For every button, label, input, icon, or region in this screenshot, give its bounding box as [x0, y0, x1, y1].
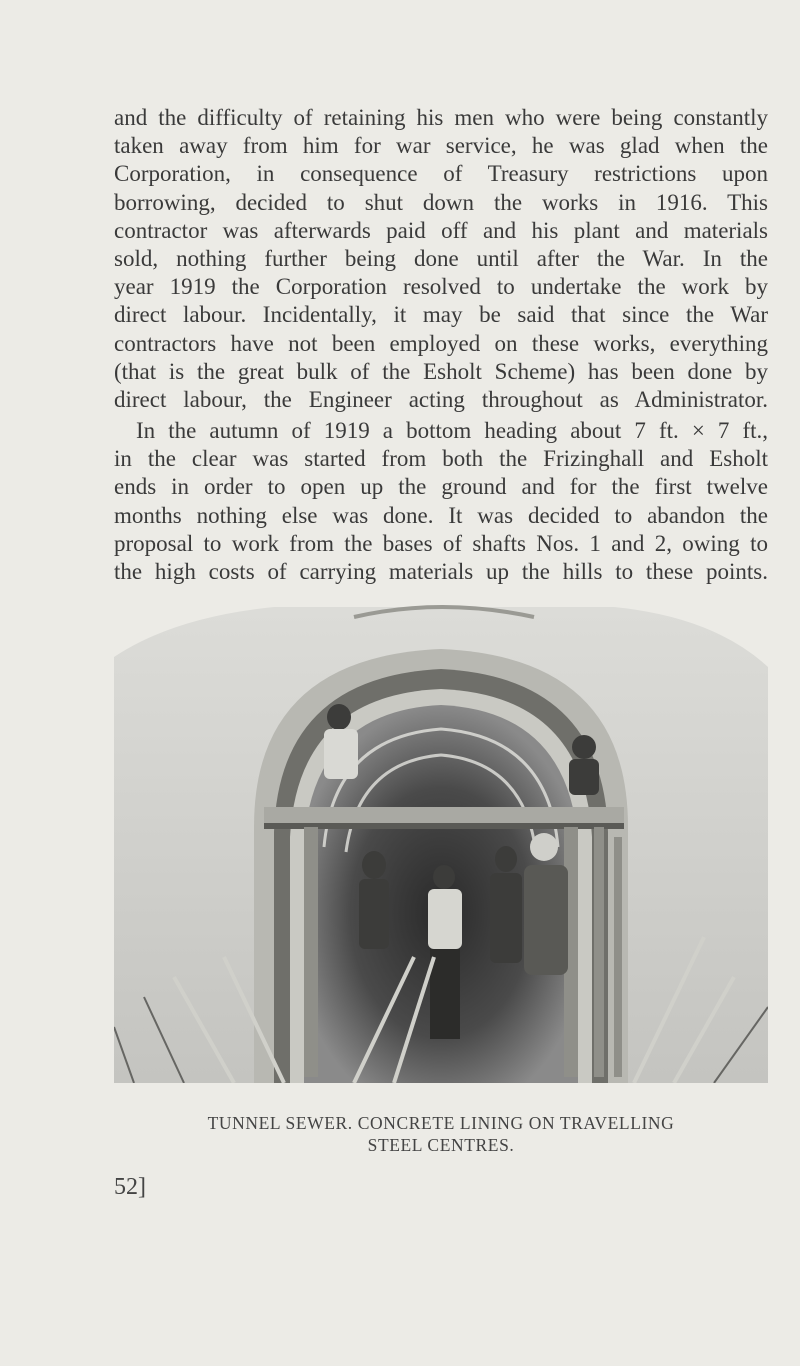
text-line: direct labour, the Engineer acting throughout as Administrator.: [114, 387, 768, 413]
text-line: in the clear was started from both the Frizinghall and Esholt: [114, 446, 768, 472]
text-line: borrowing, decided to shut down the works in 1916. This: [114, 189, 768, 215]
text-line: and the difficulty of retaining his men who were being constantly: [114, 105, 768, 130]
text-line: contractor was afterwards paid off and his plant and materials: [114, 217, 768, 243]
text-line: sold, nothing further being done until after the War. In the: [114, 246, 768, 272]
text-line: contractors have not been employed on these works, everything: [114, 330, 768, 356]
text-line: direct labour. Incidentally, it may be said that since the War: [114, 302, 768, 328]
text-line: Corporation, in consequence of Treasury restrictions upon: [114, 161, 768, 187]
text-line: In the autumn of 1919 a bottom heading about 7 ft. × 7 ft.,: [136, 418, 768, 443]
text-line: proposal to work from the bases of shafts Nos. 1 and 2, owing to: [114, 530, 768, 556]
paragraph-1: [114, 104, 768, 414]
text-line: taken away from him for war service, he was glad when the: [114, 133, 768, 159]
text-line: (that is the great bulk of the Esholt Scheme) has been done by: [114, 358, 768, 384]
text-line: the high costs of carrying materials up the hills to these points.: [114, 559, 768, 585]
paragraph-2: [114, 417, 768, 586]
figure-caption-continued: STEEL CENTRES.: [367, 1135, 515, 1155]
text-line: ends in order to open up the ground and for the first twelve: [114, 474, 768, 500]
tunnel-illustration: [114, 597, 768, 1083]
figure-caption: TUNNEL SEWER. CONCRETE LINING ON TRAVELLING: [207, 1113, 675, 1133]
page-number: 52]: [114, 1174, 146, 1200]
text-line: year 1919 the Corporation resolved to undertake the work by: [114, 274, 768, 300]
text-line: months nothing else was done. It was decided to abandon the: [114, 502, 768, 528]
tunnel-photograph: [114, 597, 768, 1083]
